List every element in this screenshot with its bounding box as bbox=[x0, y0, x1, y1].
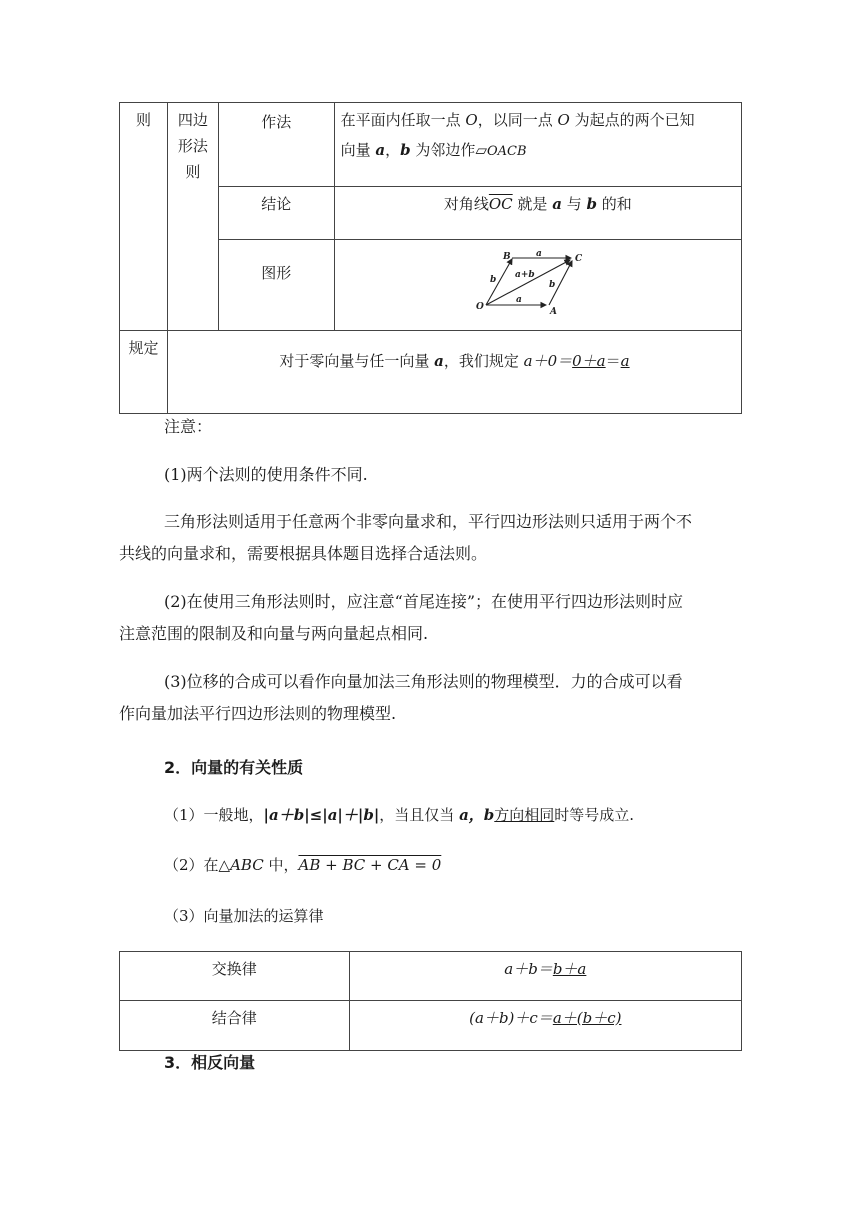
addition-laws-table bbox=[119, 951, 742, 1051]
notes-heading: 注意： bbox=[164, 417, 213, 436]
property-1: （1）一般地，|a＋b|≤|a|＋|b|，当且仅当 a，b方向相同时等号成立. bbox=[164, 806, 635, 824]
vector-a-top-label: a bbox=[535, 249, 542, 259]
point-a-label: A bbox=[549, 307, 557, 317]
law-name-commutative: 交换律 bbox=[120, 952, 350, 1001]
method-text: 在平面内任取一点 O，以同一点 O 为起点的两个已知 向量 a，b 为邻边作▱OACB bbox=[334, 103, 741, 187]
law-formula-commutative: a＋b＝b＋a bbox=[349, 952, 741, 1001]
vector-b-right-label: b bbox=[548, 280, 556, 290]
figure-label: 图形 bbox=[218, 240, 334, 331]
note-item-1-detail-line1: 三角形法则适用于任意两个非零向量求和，平行四边形法则只适用于两个不 bbox=[164, 512, 693, 531]
vector-a-bottom-label: a bbox=[515, 295, 522, 305]
law-name-associative: 结合律 bbox=[120, 1001, 350, 1051]
rule-row-header: 则 bbox=[120, 103, 168, 331]
figure-cell bbox=[334, 240, 741, 331]
note-item-1-detail-line2: 共线的向量求和，需要根据具体题目选择合适法则。 bbox=[119, 544, 488, 563]
conclusion-label: 结论 bbox=[218, 187, 334, 240]
property-3: （3）向量加法的运算律 bbox=[164, 907, 324, 925]
section-3-heading: 3．相反向量 bbox=[164, 1053, 256, 1072]
regulation-text: 对于零向量与任一向量 a，我们规定 a＋0＝0＋a＝a bbox=[167, 331, 741, 414]
parallelogram-rule-label: 四边形法则 bbox=[167, 103, 218, 331]
note-item-2-line1: (2)在使用三角形法则时，应注意“首尾连接”；在使用平行四边形法则时应 bbox=[164, 592, 684, 611]
note-item-3-line1: (3)位移的合成可以看作向量加法三角形法则的物理模型．力的合成可以看 bbox=[164, 672, 683, 691]
point-o-label: O bbox=[475, 302, 484, 312]
section-2-heading: 2．向量的有关性质 bbox=[164, 758, 304, 777]
vector-addition-rule-table bbox=[119, 102, 742, 414]
conclusion-text: 对角线$\overline{OC}$ 就是 a 与 b 的和 bbox=[334, 187, 741, 240]
law-formula-associative: (a＋b)＋c＝a＋(b＋c) bbox=[349, 1001, 741, 1051]
vector-b-left-label: b bbox=[489, 275, 497, 285]
vector-sum-label: a+b bbox=[514, 270, 535, 280]
parallelogram-diagram bbox=[473, 249, 603, 321]
point-b-label: B bbox=[502, 252, 511, 262]
method-label: 作法 bbox=[218, 103, 334, 187]
property-2: （2）在△ABC 中，AB + BC + CA = 0 bbox=[164, 856, 442, 874]
regulation-label: 规定 bbox=[120, 331, 168, 414]
point-c-label: C bbox=[574, 254, 582, 264]
note-item-3-line2: 作向量加法平行四边形法则的物理模型. bbox=[119, 704, 397, 723]
note-item-2-line2: 注意范围的限制及和向量与两向量起点相同. bbox=[119, 624, 429, 643]
note-item-1: (1)两个法则的使用条件不同. bbox=[164, 465, 368, 484]
